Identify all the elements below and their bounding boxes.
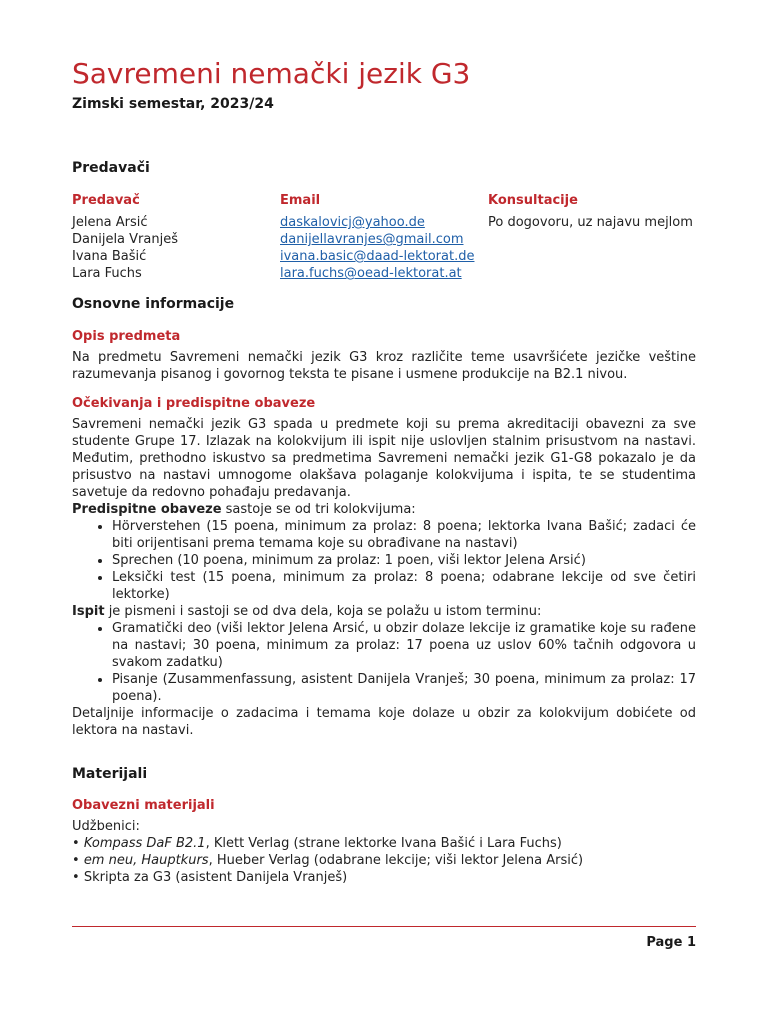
lecturer-column-header: Predavač	[72, 193, 140, 208]
email-link[interactable]: danijellavranjes@gmail.com	[280, 232, 464, 247]
email-link[interactable]: ivana.basic@daad-lektorat.de	[280, 249, 475, 264]
list-item: • Pisanje (Zusammenfassung, asistent Danijela Vranješ; 30 poena, minimum za prolaz: 17 poena).	[112, 671, 696, 705]
lecturer-name: Ivana Bašić	[72, 249, 147, 264]
textbooks-label: Udžbenici:	[72, 819, 140, 834]
book-title: em neu, Hauptkurs	[83, 853, 209, 868]
detail-text: Detaljnije informacije o zadacima i temama koje dolaze u obzir za kolokvijum dobićete od lektora na nastavi.	[72, 706, 696, 738]
lecturer-name: Lara Fuchs	[72, 266, 142, 281]
list-item	[72, 835, 696, 852]
book-details: , Klett Verlag (strane lektorke Ivana Bašić i Lara Fuchs)	[205, 836, 562, 851]
materials-heading: Materijali	[72, 766, 148, 782]
exam-label: Ispit	[72, 604, 105, 619]
email-column-header: Email	[280, 193, 321, 208]
pre-exam-intro-text: sastoje se od tri kolokvijuma:	[221, 502, 416, 517]
exam-list	[72, 620, 696, 705]
list-item: • Hörverstehen (15 poena, minimum za prolaz: 8 poena; lektorka Ivana Bašić; zadaci će biti orijentisani prema temama koje su obrađivane na nastavi)	[112, 518, 696, 552]
list-item: • Leksički test (15 poena, minimum za prolaz: 8 poena; odabrane lekcije od sve četiri lektorke)	[112, 569, 696, 603]
consultation-column	[488, 192, 693, 231]
pre-exam-label: Predispitne obaveze	[72, 502, 222, 517]
footer-divider	[72, 926, 696, 927]
pre-exam-list	[72, 518, 696, 603]
bullet: •	[72, 870, 80, 885]
list-item	[72, 869, 696, 886]
email-column	[280, 192, 474, 282]
bullet: •	[72, 836, 80, 851]
lecturer-name: Jelena Arsić	[72, 215, 148, 230]
course-description-heading: Opis predmeta	[72, 329, 181, 344]
expectations-heading: Očekivanja i predispitne obaveze	[72, 396, 316, 411]
exam-intro	[72, 603, 696, 620]
expectations-text: Savremeni nemački jezik G3 spada u predmete koji su prema akreditaciji obavezni za sve studente Grupe 17. Izlazak na kolokvijum ili ispit nije uslovljen stalnim prisustvom na nastavi. Međutim, prethodno iskustvo sa predmetima Savremeni nemački jezik G1-G8 pokazalo je da prisustvo na nastavi umnogome olakšava polaganje kolokvijuma i ispita, te se studentima savetuje da redovno pohađaju predavanja.	[72, 417, 696, 500]
list-item	[72, 852, 696, 869]
consultation-column-header: Konsultacije	[488, 193, 578, 208]
bullet: •	[72, 853, 80, 868]
basic-info-heading: Osnovne informacije	[72, 296, 235, 312]
materials-list	[72, 818, 696, 886]
lecturer-name: Danijela Vranješ	[72, 232, 178, 247]
list-item: • Gramatički deo (viši lektor Jelena Arsić, u obzir dolaze lekcije iz gramatike koje su rađene na nastavi; 30 poena, minimum za prolaz: 17 poena uz uslov 60% tačnih odgovora u svakom zadatku)	[112, 620, 696, 671]
book-details: Skripta za G3 (asistent Danijela Vranješ)	[83, 870, 348, 885]
required-materials-heading: Obavezni materijali	[72, 798, 215, 813]
pre-exam-intro	[72, 501, 696, 518]
expectations-block	[72, 416, 696, 739]
course-description-text: Na predmetu Savremeni nemački jezik G3 kroz različite teme usavršićete jezičke veštine razumevanja pisanog i govornog teksta te pisane i usmene produkcije na B2.1 nivou.	[72, 350, 696, 382]
list-item: • Sprechen (10 poena, minimum za prolaz: 1 poen, viši lektor Jelena Arsić)	[112, 552, 696, 569]
document-title: Savremeni nemački jezik G3	[72, 57, 471, 90]
email-link[interactable]: daskalovicj@yahoo.de	[280, 215, 425, 230]
document-subtitle: Zimski semestar, 2023/24	[72, 96, 274, 112]
lecturer-column	[72, 192, 178, 282]
book-title: Kompass DaF B2.1	[83, 836, 206, 851]
email-link[interactable]: lara.fuchs@oead-lektorat.at	[280, 266, 462, 281]
page-number: Page 1	[646, 935, 696, 950]
consultation-text: Po dogovoru, uz najavu mejlom	[488, 215, 693, 230]
exam-intro-text: je pismeni i sastoji se od dva dela, koja se polažu u istom terminu:	[104, 604, 542, 619]
lecturers-heading: Predavači	[72, 160, 150, 176]
book-details: , Hueber Verlag (odabrane lekcije; viši lektor Jelena Arsić)	[208, 853, 584, 868]
